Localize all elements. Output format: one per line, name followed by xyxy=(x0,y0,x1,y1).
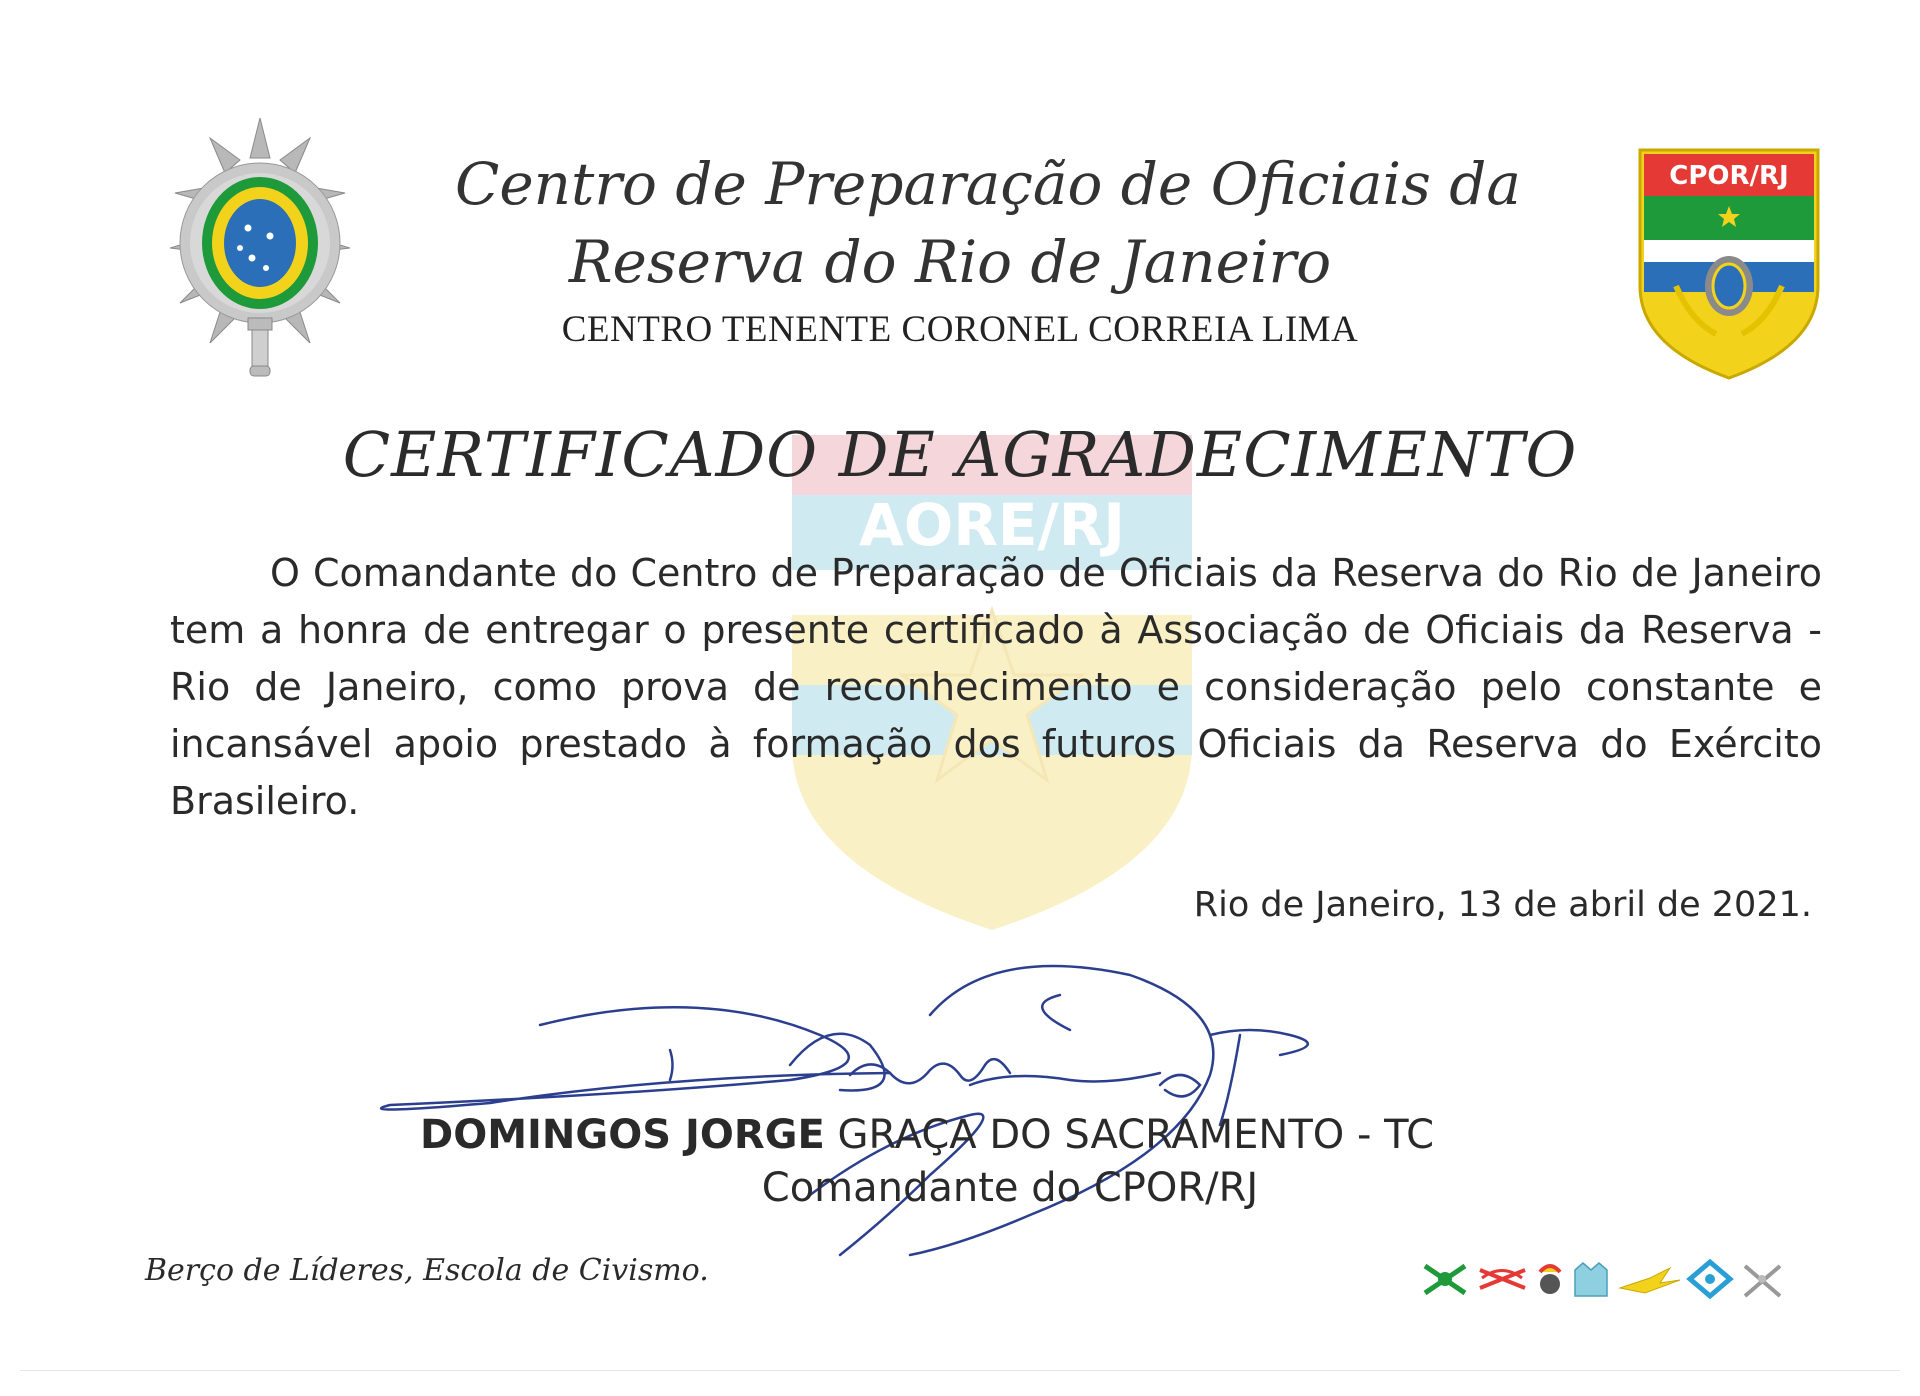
watermark-text: AORE/RJ xyxy=(859,491,1125,559)
footer-motto: Berço de Líderes, Escola de Civismo. xyxy=(145,1253,709,1288)
branch-insignia-icons xyxy=(1420,1258,1785,1300)
institution-subtitle: CENTRO TENENTE CORONEL CORREIA LIMA xyxy=(561,309,1359,350)
logistics-icon xyxy=(1690,1262,1730,1296)
cpor-rj-shield-logo xyxy=(1636,146,1822,382)
signer-role: Comandante do CPOR/RJ xyxy=(761,1165,1259,1211)
certificate-heading: CERTIFICADO DE AGRADECIMENTO xyxy=(342,418,1578,491)
signer-name-rest: GRAÇA DO SACRAMENTO - TC xyxy=(824,1112,1435,1158)
cpor-rj-logo-text: CPOR/RJ xyxy=(1669,161,1789,191)
infantry-icon xyxy=(1425,1266,1465,1293)
signer-name-bold: DOMINGOS JORGE xyxy=(420,1112,825,1158)
war-material-icon xyxy=(1745,1266,1780,1296)
cavalry-icon xyxy=(1480,1270,1525,1288)
signer-name xyxy=(420,1112,1434,1158)
certificate-date: Rio de Janeiro, 13 de abril de 2021. xyxy=(1193,885,1812,925)
institution-title-line2: Reserva do Rio de Janeiro xyxy=(568,228,1332,296)
communications-icon xyxy=(1620,1268,1680,1293)
engineering-icon xyxy=(1575,1263,1607,1296)
certificate-body-text: O Comandante do Centro de Preparação de Oficiais da Reserva do Rio de Janeiro tem a honra de entregar o presente certificado à Associação de Oficiais da Reserva - Rio de Janeiro, como prova de reconhecimento e consideração pelo constante e incansável apoio prestado à formação dos futuros Oficiais da Reserva do Exército Brasileiro. xyxy=(170,551,1822,823)
institution-title-line1: Centro de Preparação de Oficiais da xyxy=(454,150,1522,218)
artillery-icon xyxy=(1540,1266,1560,1294)
scan-edge-line xyxy=(20,1370,1900,1371)
signer-role-line xyxy=(0,1165,1920,1211)
